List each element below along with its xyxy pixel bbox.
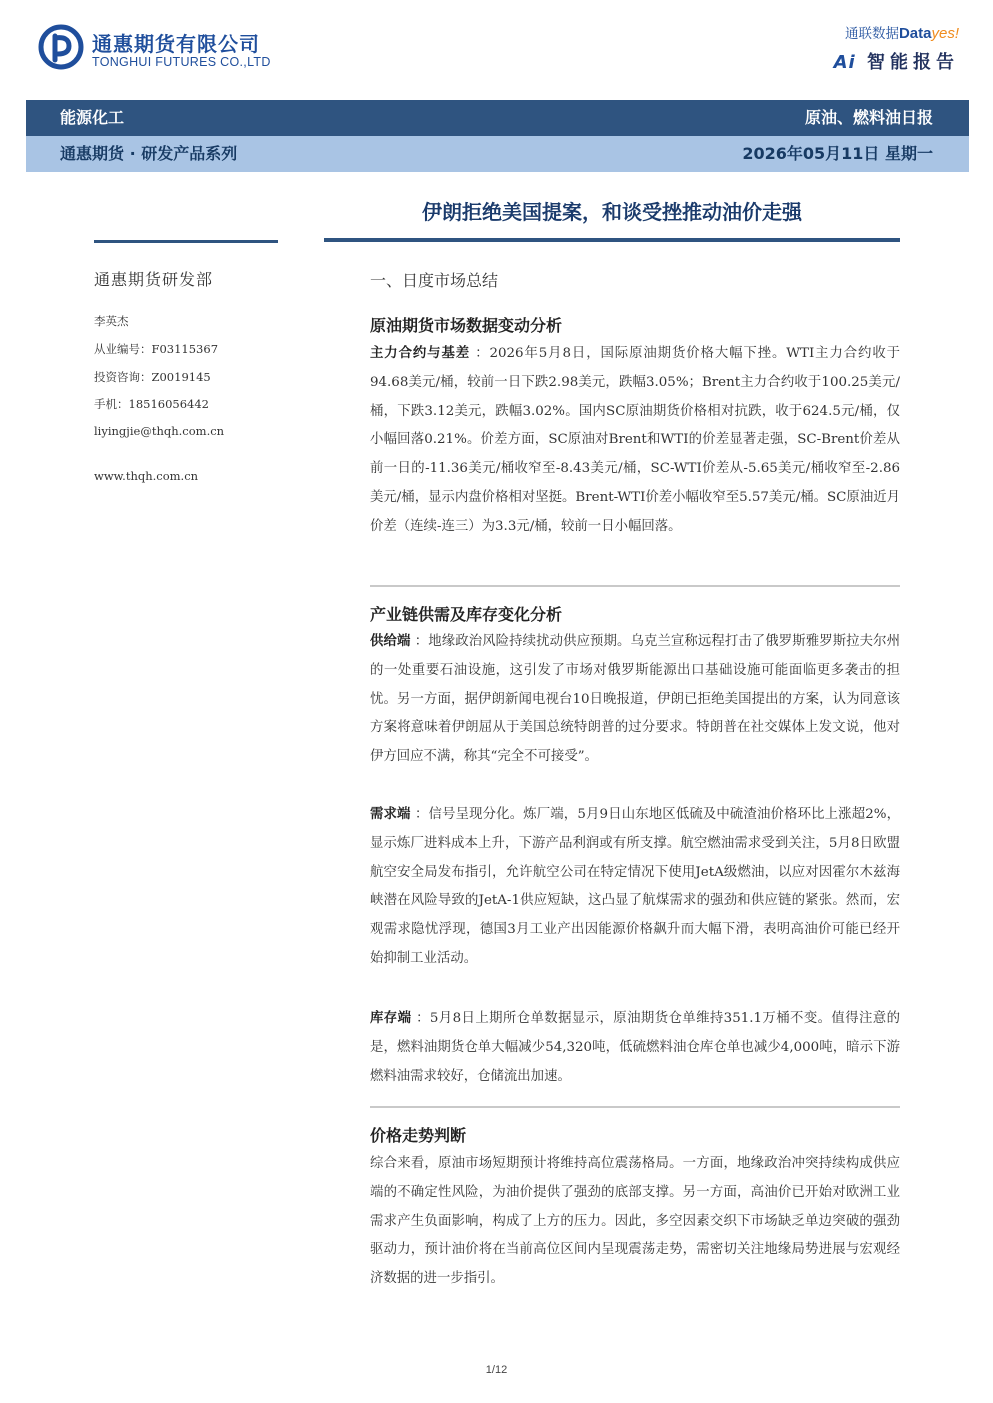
main-contract-paragraph <box>370 340 900 542</box>
report-date: 2026年05月11日 星期一 <box>742 144 933 163</box>
section-divider <box>370 1106 900 1108</box>
page-number: 1/12 <box>485 1364 508 1376</box>
category-band <box>26 100 969 136</box>
section-title: 一、日度市场总结 <box>370 271 499 290</box>
brand-ai-report <box>834 48 959 74</box>
brand-mark <box>834 22 959 74</box>
sidebar-divider <box>94 240 278 243</box>
series-label: 通惠期货 · 研发产品系列 <box>60 144 238 163</box>
email-link[interactable]: liyingjie@thqh.com.cn <box>94 424 225 438</box>
supply-chain-heading: 产业链供需及库存变化分析 <box>370 605 563 624</box>
main-contract-text: ：2026年5月8日，国际原油期货价格大幅下挫。WTI主力合约收于94.68美元/桶，较前一日下跌2.98美元，跌幅3.05%；Brent主力合约收于100.25美元/桶，下跌3.12美元，跌幅3.02%。国内SC原油期货价格相对抗跌，收于624.5元/桶，仅小幅回落0.21%。价差方面，SC原油对Brent和WTI的价差显著走强，SC-Brent价差从前一日的-11.36美元/桶收窄至-8.43美元/桶，SC-WTI价差从-5.65美元/桶收窄至-2.86美元/桶，显示内盘价格相对坚挺。Brent-WTI价差小幅收窄至5.57美元/桶。SC原油近月价差（连续-连三）为3.3元/桶，较前一日小幅回落。 <box>370 346 901 534</box>
brand-yes: yes! <box>931 25 959 42</box>
supply-label: 供给端 <box>370 634 411 649</box>
company-logo <box>38 22 278 78</box>
brand-prefix: 通联数据 <box>844 26 899 41</box>
phone-number: 手机：18516056442 <box>94 397 209 411</box>
consulting-number: 投资咨询：Z0019145 <box>94 370 211 384</box>
demand-paragraph <box>370 801 900 974</box>
report-type-label: 原油、燃料油日报 <box>804 108 933 127</box>
title-divider <box>324 238 900 242</box>
logo-company-name-cn: 通惠期货有限公司 <box>92 32 260 56</box>
logo-company-name-en: TONGHUI FUTURES CO.,LTD <box>92 55 271 69</box>
department-name: 通惠期货研发部 <box>94 270 214 289</box>
main-contract-label: 主力合约与基差 <box>370 346 471 361</box>
supply-paragraph <box>370 628 900 772</box>
inventory-label: 库存端 <box>370 1011 412 1026</box>
category-label: 能源化工 <box>60 108 125 127</box>
inventory-paragraph <box>370 1005 900 1091</box>
report-title: 伊朗拒绝美国提案，和谈受挫推动油价走强 <box>422 200 802 224</box>
brand-report-label: 智能报告 <box>867 52 959 73</box>
demand-label: 需求端 <box>370 807 411 822</box>
section-divider <box>370 585 900 587</box>
website-link[interactable]: www.thqh.com.cn <box>94 469 199 483</box>
supply-text: ：地缘政治风险持续扰动供应预期。乌克兰宣称远程打击了俄罗斯雅罗斯拉夫尔州的一处重要石油设施，这引发了市场对俄罗斯能源出口基础设施可能面临更多袭击的担忧。另一方面，据伊朗新闻电视台10日晚报道，伊朗已拒绝美国提出的方案，认为同意该方案将意味着伊朗屈从于美国总统特朗普的过分要求。特朗普在社交媒体上发文说，他对伊方回应不满，称其“完全不可接受”。 <box>370 634 901 765</box>
analyst-name: 李英杰 <box>94 314 129 328</box>
demand-text: ：信号呈现分化。炼厂端，5月9日山东地区低硫及中硫渣油价格环比上涨超2%，显示炼厂进料成本上升，下游产品利润或有所支撑。航空燃油需求受到关注，5月8日欧盟航空安全局发布指引，允许航空公司在特定情况下使用JetA级燃油，以应对因霍尔木兹海峡潜在风险导致的JetA-1供应短缺，这凸显了航煤需求的强劲和供应链的紧张。然而，宏观需求隐忧浮现，德国3月工业产出因能源价格飙升而大幅下滑，表明高油价可能已经开始抑制工业活动。 <box>370 807 900 966</box>
price-trend-paragraph: 综合来看，原油市场短期预计将维持高位震荡格局。一方面，地缘政治冲突持续构成供应端的不确定性风险，为油价提供了强劲的底部支撑。另一方面，高油价已开始对欧洲工业需求产生负面影响，构成了上方的压力。因此，多空因素交织下市场缺乏单边突破的强劲驱动力，预计油价将在当前高位区间内呈现震荡走势，需密切关注地缘局势进展与宏观经济数据的进一步指引。 <box>370 1156 900 1287</box>
series-band <box>26 136 969 172</box>
price-trend-heading: 价格走势判断 <box>370 1126 467 1145</box>
company-logo-icon <box>38 24 84 70</box>
inventory-text: ：5月8日上期所仓单数据显示，原油期货仓单维持351.1万桶不变。值得注意的是，燃料油期货仓单大幅减少54,320吨，低硫燃料油仓库仓单也减少4,000吨，暗示下游燃料油需求较好，仓储流出加速。 <box>370 1011 900 1084</box>
license-number: 从业编号：F03115367 <box>94 342 219 356</box>
brand-ai: Ai <box>833 52 856 73</box>
brand-data: Data <box>898 25 932 42</box>
futures-analysis-heading: 原油期货市场数据变动分析 <box>370 316 563 335</box>
brand-datayes <box>834 22 959 42</box>
